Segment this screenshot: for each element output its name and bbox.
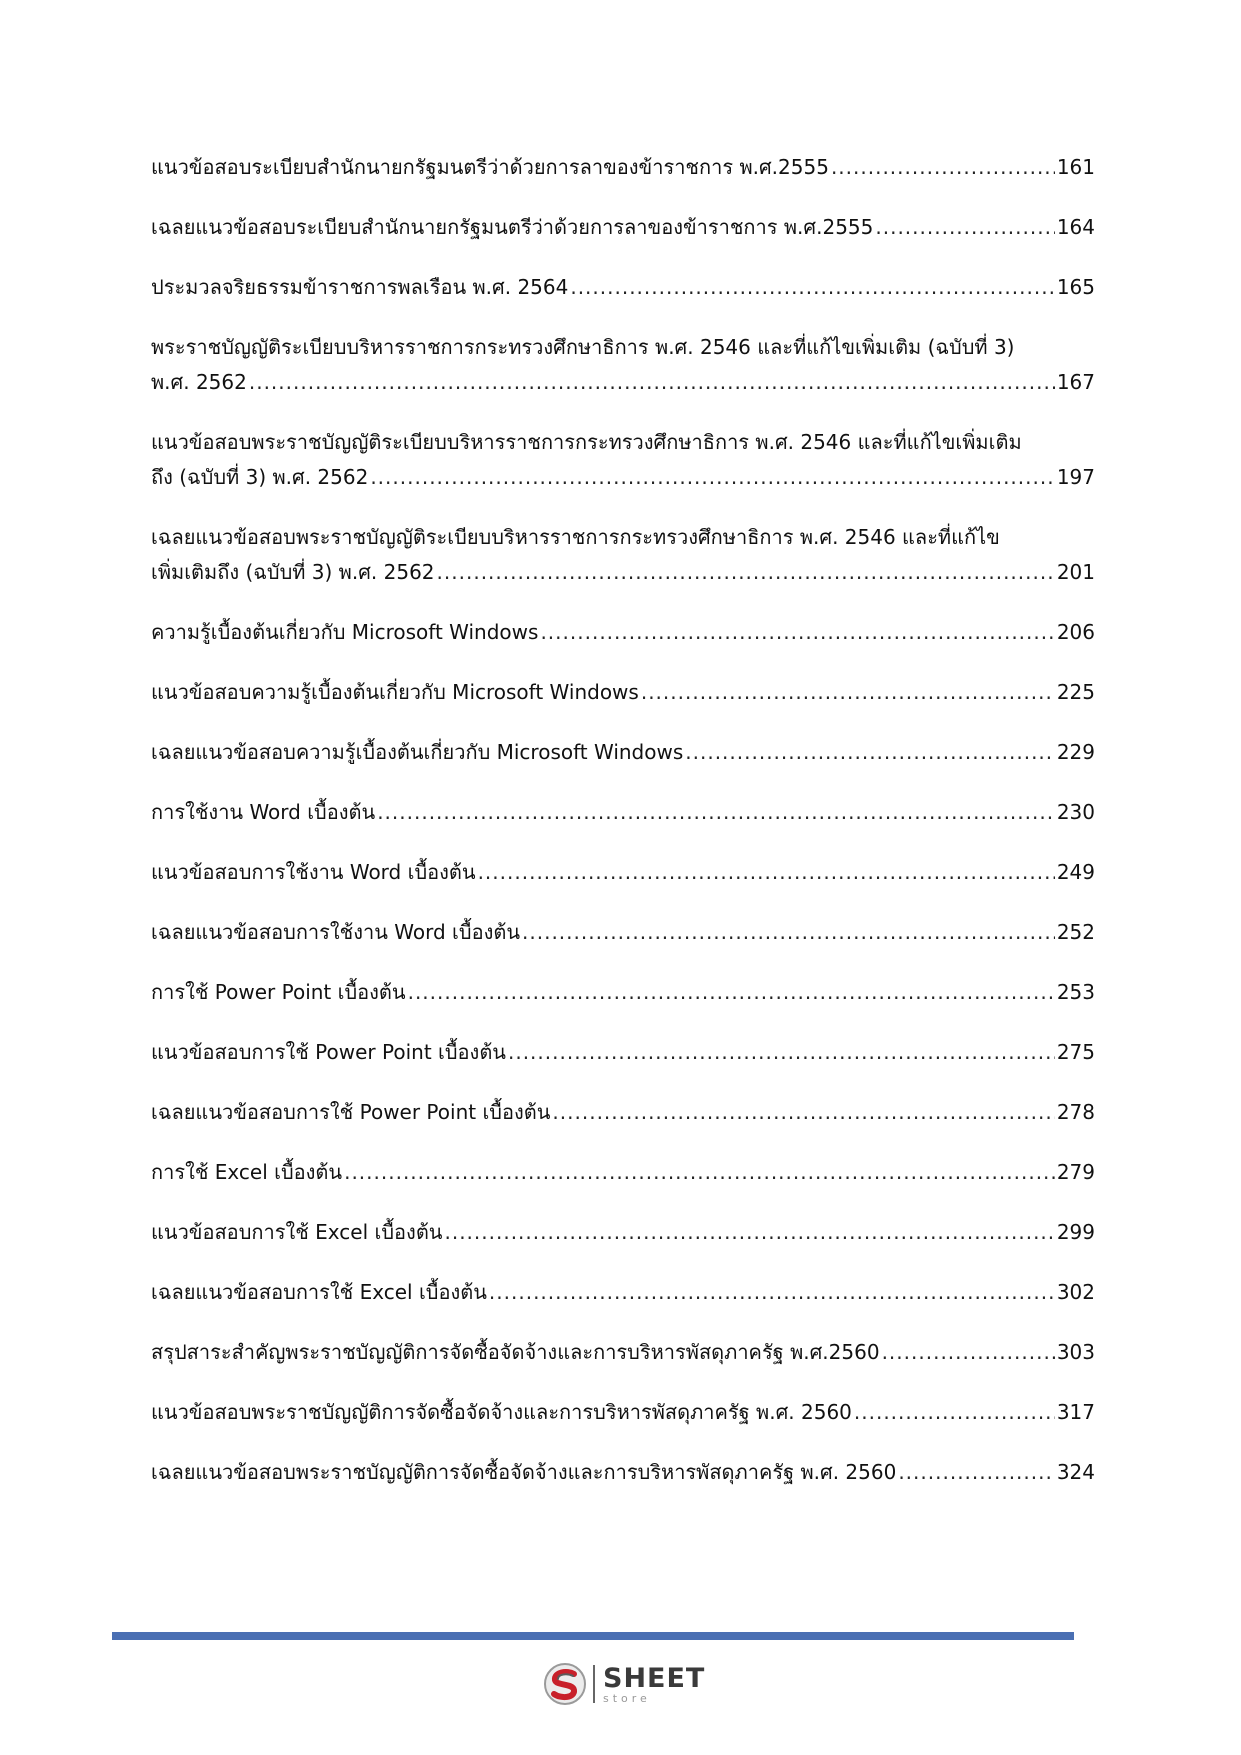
toc-entry-title-line: เฉลยแนวข้อสอบพระราชบัญญัติระเบียบบริหารราชการกระทรวงศึกษาธิการ พ.ศ. 2546 และที่แก้ไข (151, 525, 1000, 549)
toc-page-number: 252 (1056, 920, 1095, 944)
toc-entry-leader-line (151, 210, 1095, 245)
toc-entry-title: เฉลยแนวข้อสอบระเบียบสำนักนายกรัฐมนตรีว่าด้วยการลาของข้าราชการ พ.ศ.2555 (151, 215, 874, 239)
toc-entry-title: เฉลยแนวข้อสอบการใช้ Power Point เบื้องต้น (151, 1100, 551, 1124)
toc-dot-leader (344, 1155, 1055, 1190)
toc-entry-title-line: แนวข้อสอบพระราชบัญญัติระเบียบบริหารราชการกระทรวงศึกษาธิการ พ.ศ. 2546 และที่แก้ไขเพิ่มเติม (151, 430, 1022, 454)
toc-dot-leader (882, 1335, 1055, 1370)
toc-entry (151, 520, 1095, 590)
toc-page-number: 279 (1056, 1160, 1095, 1184)
toc-page-number: 275 (1056, 1040, 1095, 1064)
toc-entry (151, 1095, 1095, 1130)
toc-entry (151, 150, 1095, 185)
toc-entry-leader-line (151, 1335, 1095, 1370)
toc-entry (151, 270, 1095, 305)
toc-entry-title: ความรู้เบื้องต้นเกี่ยวกับ Microsoft Windows (151, 620, 539, 644)
toc-entry (151, 615, 1095, 650)
toc-entry-leader-line (151, 735, 1095, 770)
toc-entry-title: แนวข้อสอบการใช้งาน Word เบื้องต้น (151, 860, 476, 884)
toc-entry-leader-line (151, 675, 1095, 710)
toc-entry-title: แนวข้อสอบพระราชบัญญัติการจัดซื้อจัดจ้างและการบริหารพัสดุภาครัฐ พ.ศ. 2560 (151, 1400, 852, 1424)
toc-page-number: 299 (1056, 1220, 1095, 1244)
toc-page-number: 161 (1056, 155, 1095, 179)
toc-entry-leader-line (151, 1275, 1095, 1310)
toc-entry-leader-line (151, 855, 1095, 890)
toc-entry (151, 330, 1095, 400)
logo-text (603, 1662, 706, 1705)
toc-entry-title: แนวข้อสอบการใช้ Excel เบื้องต้น (151, 1220, 443, 1244)
toc-entry-title: การใช้ Excel เบื้องต้น (151, 1160, 343, 1184)
toc-page-number: 229 (1056, 740, 1095, 764)
toc-entry-leader-line (151, 975, 1095, 1010)
toc-dot-leader (685, 735, 1055, 770)
toc-page-number: 206 (1056, 620, 1095, 644)
toc-entry-title: การใช้งาน Word เบื้องต้น (151, 800, 376, 824)
toc-page-number: 230 (1056, 800, 1095, 824)
toc-entry-leader-line (151, 270, 1095, 305)
toc-entry-leader-line (151, 150, 1095, 185)
toc-entry (151, 975, 1095, 1010)
toc-entry-leader-line (151, 915, 1095, 950)
toc-dot-leader (377, 795, 1055, 830)
toc-entry (151, 210, 1095, 245)
toc-page-number: 164 (1056, 215, 1095, 239)
toc-entry (151, 425, 1095, 495)
toc-dot-leader (875, 210, 1054, 245)
toc-page-number: 165 (1056, 275, 1095, 299)
toc-dot-leader (831, 150, 1055, 185)
toc-page-number: 303 (1056, 1340, 1095, 1364)
toc-entry-title-line: พระราชบัญญัติระเบียบบริหารราชการกระทรวงศึกษาธิการ พ.ศ. 2546 และที่แก้ไขเพิ่มเติม (ฉบับที่ 3) (151, 335, 1015, 359)
toc-page-number: 253 (1056, 980, 1095, 1004)
toc-entry (151, 1275, 1095, 1310)
toc-dot-leader (898, 1455, 1054, 1490)
toc-entry-title: เฉลยแนวข้อสอบการใช้งาน Word เบื้องต้น (151, 920, 521, 944)
toc-entry (151, 1215, 1095, 1250)
table-of-contents (151, 150, 1095, 1515)
toc-entry-title: พ.ศ. 2562 (151, 370, 247, 394)
toc-page-number: 167 (1056, 370, 1095, 394)
toc-entry-title: เพิ่มเติมถึง (ฉบับที่ 3) พ.ศ. 2562 (151, 560, 435, 584)
toc-dot-leader (444, 1215, 1054, 1250)
toc-page-number: 225 (1056, 680, 1095, 704)
toc-dot-leader (489, 1275, 1055, 1310)
sheet-store-logo-icon (543, 1662, 587, 1706)
toc-dot-leader (540, 615, 1054, 650)
toc-entry-leader-line (151, 1395, 1095, 1430)
toc-dot-leader (508, 1035, 1055, 1070)
toc-entry (151, 1395, 1095, 1430)
toc-entry-title: เฉลยแนวข้อสอบการใช้ Excel เบื้องต้น (151, 1280, 487, 1304)
toc-entry (151, 855, 1095, 890)
toc-entry (151, 1155, 1095, 1190)
logo-main-text: SHEET (603, 1662, 706, 1694)
toc-entry-title: ประมวลจริยธรรมข้าราชการพลเรือน พ.ศ. 2564 (151, 275, 569, 299)
toc-dot-leader (522, 915, 1055, 950)
toc-dot-leader (570, 270, 1054, 305)
toc-page-number: 324 (1056, 1460, 1095, 1484)
toc-entry-leader-line (151, 555, 1095, 590)
toc-entry (151, 795, 1095, 830)
toc-entry-leader-line (151, 460, 1095, 495)
toc-entry (151, 1335, 1095, 1370)
toc-entry-leader-line (151, 365, 1095, 400)
toc-entry (151, 1035, 1095, 1070)
toc-entry-leader-line (151, 1095, 1095, 1130)
toc-entry-leader-line (151, 615, 1095, 650)
toc-page-number: 278 (1056, 1100, 1095, 1124)
toc-entry (151, 675, 1095, 710)
toc-entry-title: การใช้ Power Point เบื้องต้น (151, 980, 406, 1004)
toc-page-number: 317 (1056, 1400, 1095, 1424)
toc-entry-title: แนวข้อสอบการใช้ Power Point เบื้องต้น (151, 1040, 506, 1064)
toc-entry-title: เฉลยแนวข้อสอบพระราชบัญญัติการจัดซื้อจัดจ้างและการบริหารพัสดุภาครัฐ พ.ศ. 2560 (151, 1460, 897, 1484)
toc-entry-leader-line (151, 1035, 1095, 1070)
toc-dot-leader (437, 555, 1055, 590)
toc-entry-leader-line (151, 1455, 1095, 1490)
toc-dot-leader (552, 1095, 1054, 1130)
footer-logo (543, 1660, 705, 1708)
toc-dot-leader (641, 675, 1055, 710)
toc-dot-leader (249, 365, 1055, 400)
toc-entry (151, 915, 1095, 950)
toc-entry-leader-line (151, 1215, 1095, 1250)
toc-entry-title: แนวข้อสอบความรู้เบื้องต้นเกี่ยวกับ Microsoft Windows (151, 680, 639, 704)
footer-rule (112, 1632, 1074, 1640)
toc-page-number: 302 (1056, 1280, 1095, 1304)
toc-page-number: 197 (1056, 465, 1095, 489)
toc-entry-leader-line (151, 1155, 1095, 1190)
toc-dot-leader (854, 1395, 1055, 1430)
toc-entry-title: แนวข้อสอบระเบียบสำนักนายกรัฐมนตรีว่าด้วยการลาของข้าราชการ พ.ศ.2555 (151, 155, 829, 179)
logo-separator (593, 1665, 595, 1703)
toc-entry (151, 735, 1095, 770)
toc-dot-leader (370, 460, 1054, 495)
toc-entry (151, 1455, 1095, 1490)
toc-dot-leader (478, 855, 1055, 890)
toc-entry-title: สรุปสาระสำคัญพระราชบัญญัติการจัดซื้อจัดจ้างและการบริหารพัสดุภาครัฐ พ.ศ.2560 (151, 1340, 880, 1364)
toc-page-number: 201 (1056, 560, 1095, 584)
toc-dot-leader (408, 975, 1055, 1010)
toc-entry-leader-line (151, 795, 1095, 830)
toc-page-number: 249 (1056, 860, 1095, 884)
toc-entry-title: เฉลยแนวข้อสอบความรู้เบื้องต้นเกี่ยวกับ Microsoft Windows (151, 740, 684, 764)
logo-sub-text: store (603, 1691, 651, 1705)
toc-entry-title: ถึง (ฉบับที่ 3) พ.ศ. 2562 (151, 465, 369, 489)
